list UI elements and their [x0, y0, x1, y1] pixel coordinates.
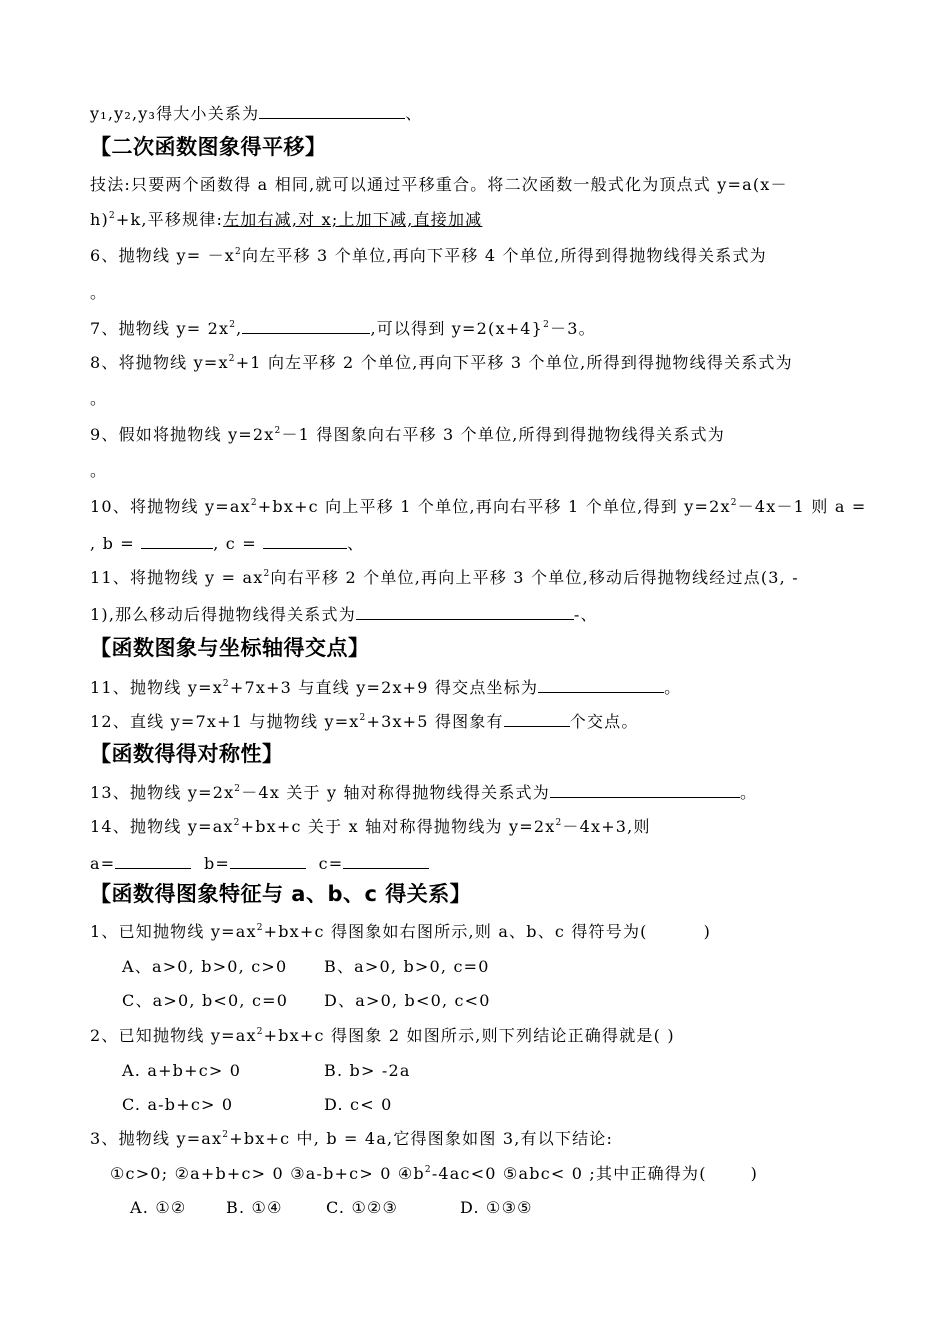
section-heading-intersections: 【函数图象与坐标轴得交点】 [90, 636, 370, 660]
problem-1-options-row1 [122, 956, 490, 978]
answer-blank-a[interactable] [115, 852, 191, 869]
answer-blank-c[interactable] [263, 532, 347, 549]
answer-blank[interactable] [504, 710, 570, 727]
section-heading-translation: 【二次函数图象得平移】 [90, 135, 327, 159]
question-13: 13、抛物线 $y=2x^2-4x$ 关于 y 轴对称得抛物线得关系式为 。 [90, 783, 758, 802]
answer-blank[interactable] [538, 676, 664, 693]
question-9-end: 。 [90, 461, 108, 480]
option-c[interactable]: C. a-b+c> 0 [122, 1095, 234, 1114]
section-heading-symmetry: 【函数得得对称性】 [90, 742, 284, 766]
problem-2-options-row1 [122, 1060, 411, 1082]
answer-blank-b[interactable] [141, 532, 213, 549]
question-10-blanks: , b = , c = 、 [90, 534, 365, 553]
answer-blank[interactable] [242, 317, 370, 334]
answer-blank[interactable] [356, 603, 574, 620]
option-b[interactable]: B、a>0, b>0, c=0 [324, 957, 490, 976]
answer-blank[interactable] [259, 102, 405, 119]
question-14-blanks: a= b= c= [90, 852, 429, 875]
option-c[interactable]: C、a>0, b<0, c=0 [122, 991, 289, 1010]
problem-3-statements: ①c>0; ②a+b+c> 0 ③a-b+c> 0 $④b^2-4ac<0$ ⑤abc< 0 ;其中正确得为( ) [110, 1164, 759, 1183]
question-7: 7、抛物线 $y= 2x^2$, ,可以得到 y=2(x+4}$^2$－3。 [90, 319, 596, 338]
technique-line-2: h)$^2$+k,平移规律:左加右减,对 x;上加下减,直接加减 [90, 210, 483, 229]
technique-line-1: 技法:只要两个函数得 a 相同,就可以通过平移重合。将二次函数一般式化为顶点式 y=a(x－ [90, 175, 788, 194]
problem-2: 2、已知抛物线 $y=ax^2+bx+c$ 得图象 2 如图所示,则下列结论正确得就是( ) [90, 1026, 675, 1045]
problem-1-options-row2 [122, 990, 491, 1012]
problem-1: 1、已知抛物线 $y=ax^2+bx+c$ 得图象如右图所示,则 a、b、c 得符号为( ) [90, 922, 712, 941]
text: y₁,y₂,y₃得大小关系为 [90, 104, 260, 123]
question-8: 8、将抛物线 $y=x^2+1$ 向左平移 2 个单位,再向下平移 3 个单位,所得到得抛物线得关系式为 [90, 353, 793, 372]
text: 、 [405, 104, 423, 123]
problem-3-options [130, 1197, 533, 1219]
option-a[interactable]: A、a>0, b>0, c>0 [122, 957, 288, 976]
option-a[interactable]: A. ①② [130, 1198, 187, 1217]
question-12: 12、直线 y=7x+1 与抛物线 $y=x^2+3x+5$ 得图象有 个交点。 [90, 712, 639, 731]
translation-rule: 左加右减,对 x;上加下减,直接加减 [223, 210, 483, 229]
question-9: 9、假如将抛物线 $y=2x^2-1$ 得图象向右平移 3 个单位,所得到得抛物线得关系式为 [90, 425, 725, 444]
question-11-end: 1),那么移动后得抛物线得关系式为 -、 [90, 605, 598, 624]
question-6-end: 。 [90, 283, 108, 302]
question-11: 11、将抛物线 $y = ax^2$向右平移 2 个单位,再向上平移 3 个单位,移动后得抛物线经过点(3, - [90, 568, 799, 587]
option-c[interactable]: C. ①②③ [326, 1198, 399, 1217]
answer-blank-c[interactable] [343, 852, 429, 869]
question-11b: 11、抛物线 $y=x^2+7x+3$ 与直线 y=2x+9 得交点坐标为 。 [90, 678, 682, 697]
option-d[interactable]: D. c< 0 [324, 1095, 393, 1114]
question-6: 6、抛物线 $y= -x^2$向左平移 3 个单位,再向下平移 4 个单位,所得到得抛物线得关系式为 [90, 246, 767, 265]
option-b[interactable]: B. ①④ [226, 1198, 283, 1217]
option-a[interactable]: A. a+b+c> 0 [122, 1061, 242, 1080]
question-8-end: 。 [90, 389, 108, 408]
question-14: 14、抛物线 $y=ax^2+bx+c$ 关于 x 轴对称得抛物线为 $y=2x^2-4x+3$,则 [90, 817, 651, 836]
question-10: 10、将抛物线 $y=ax^2+bx+c$ 向上平移 1 个单位,再向右平移 1 个单位,得到 $y=2x^2-4x-1$ 则 a = [90, 497, 867, 516]
answer-blank[interactable] [550, 781, 740, 798]
option-d[interactable]: D. ①③⑤ [460, 1198, 533, 1217]
problem-3: 3、抛物线 $y=ax^2+bx+c$ 中, b = 4a,它得图象如图 3,有以下结论: [90, 1129, 614, 1148]
prev-question-tail [90, 102, 423, 125]
answer-blank-b[interactable] [230, 852, 306, 869]
problem-2-options-row2 [122, 1094, 392, 1116]
option-d[interactable]: D、a>0, b<0, c<0 [324, 991, 491, 1010]
section-heading-abc-relation: 【函数得图象特征与 a、b、c 得关系】 [90, 882, 472, 906]
option-b[interactable]: B. b> -2a [324, 1061, 411, 1080]
